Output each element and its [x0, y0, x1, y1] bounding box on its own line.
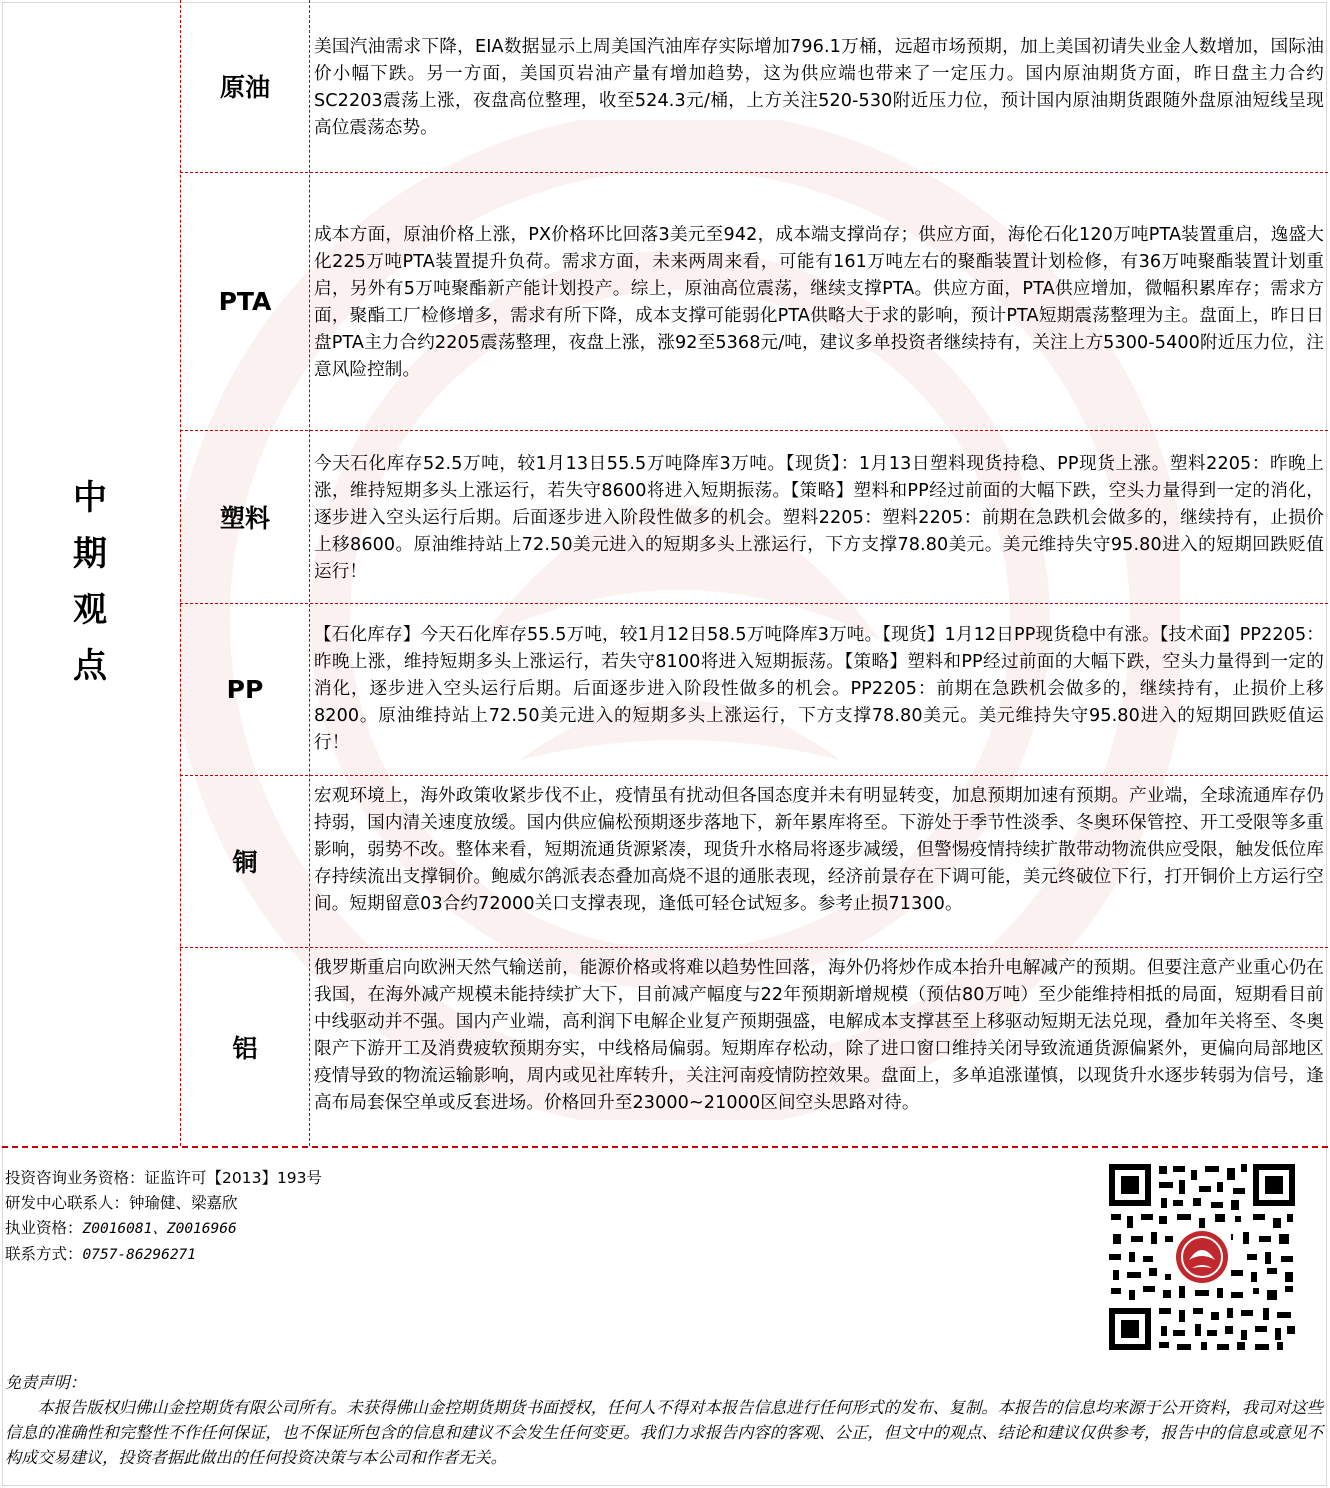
commentary-aluminum: 俄罗斯重启向欧洲天然气输送前，能源价格或将难以趋势性回落，海外仍将炒作成本抬升电解减产的预期。但要注意产业重心仍在我国，在海外减产规模未能持续扩大下，目前减产幅度与22年预期新增规模（预估80万吨）至少能维持相抵的局面，短期看目前中线驱动并不强。国内产业端，高利润下电解企业复产预期强盛，电解成本支撑甚至上移驱动短期无法兑现，叠加年关将至、冬奥限产下游开工及消费疲软预期夯实，中线格局偏弱。短期库存松动，除了进口窗口维持关闭导致流通货源偏紧外，更偏向局部地区疫情导致的物流运输影响，周内或见社库转升，关注河南疫情防控效果。盘面上，多单追涨谨慎，以现货升水逐步转弱为信号，逢高布局套保空单或反套进场。价格回升至23000~21000区间空头思路对待。 — [314, 958, 1324, 1113]
row-divider — [180, 172, 1328, 173]
category-copper: 铜 — [232, 848, 258, 877]
section-title-char: 观 — [73, 590, 107, 630]
commentary-copper: 宏观环境上，海外政策收紧步伐不止，疫情虽有扰动但各国态度并未有明显转变，加息预期加速有预期。产业端，全球流通库存仍持弱，国内清关速度放缓。国内供应偏松预期逐步落地下，新年累库将至。下游处于季节性淡季、冬奥环保管控、开工受限等多重影响，弱势不改。整体来看，短期流通货源紧凑，现货升水格局将逐步减缓，但警惕疫情持续扩散带动物流供应受限，触发低位库存持续流出支撑铜价。鲍威尔鸽派表态叠加高烧不退的通胀表现，经济前景存在下调可能，美元终破位下行，打开铜价上方运行空间。短期留意03合约72000关口支撑表现，逢低可轻仓试短多。参考止损71300。 — [314, 786, 1324, 914]
disclaimer-body: 本报告版权归佛山金控期货有限公司所有。未获得佛山金控期货期货书面授权，任何人不得对本报告信息进行任何形式的发布、复制。本报告的信息均来源于公开资料，我司对这些信息的准确性和完整性不作任何保证，也不保证所包含的信息和建议不会发生任何变更。我们力求报告内容的客观、公正，但文中的观点、结论和建议仅供参考，报告中的信息或意见不构成交易建议，投资者据此做出的任何投资决策与本公司和作者无关。 — [5, 1398, 1323, 1467]
commentary-pta: 成本方面，原油价格上涨，PX价格环比回落3美元至942，成本端支撑尚存；供应方面，海伦石化120万吨PTA装置重启，逸盛大化225万吨PTA装置提升负荷。需求方面，未来两周来看，可能有161万吨左右的聚酯装置计划检修，有36万吨聚酯装置计划重启，另外有5万吨聚酯新产能计划投产。综上，原油高位震荡，继续支撑PTA。供应方面，PTA供应增加，微幅积累库存；需求方面，聚酯工厂检修增多，需求有所下降，成本支撑可能弱化PTA供略大于求的影响，预计PTA短期震荡整理为主。盘面上，昨日日盘PTA主力合约2205震荡整理，夜盘上涨，涨92至5368元/吨，建议多单投资者继续持有，关注上方5300-5400附近压力位，注意风险控制。 — [314, 225, 1324, 380]
phone-line — [5, 1242, 322, 1268]
category-pta: PTA — [218, 286, 272, 316]
commentary-pp: 【石化库存】今天石化库存55.5万吨，较1月12日58.5万吨降库3万吨。【现货】1月12日PP现货稳中有涨。【技术面】PP2205：昨晚上涨，维持短期多头上涨运行，若失守8100将进入短期振荡。【策略】塑料和PP经过前面的大幅下跌，空头力量得到一定的消化，逐步进入空头运行后期。后面逐步进入阶段性做多的机会。PP2205：前期在急跌机会做多的，继续持有，止损价上移8200。原油维持站上72.50美元进入的短期多头上涨运行，下方支撑78.80美元。美元维持失守95.80进入的短期回跌贬值运行！ — [314, 625, 1324, 753]
disclaimer-title: 免责声明： — [5, 1373, 86, 1392]
row-divider — [180, 603, 1328, 604]
disclaimer — [5, 1370, 1323, 1470]
contacts-line: 研发中心联系人：钟瑜健、梁嘉欣 — [5, 1194, 238, 1212]
category-aluminum: 铝 — [232, 1033, 258, 1063]
contact-info — [5, 1166, 322, 1268]
qr-code — [1107, 1162, 1297, 1352]
license-value: Z0016081、Z0016966 — [82, 1221, 237, 1237]
qualification-line: 投资咨询业务资格：证监许可【2013】193号 — [5, 1169, 323, 1187]
commentary-crude-oil: 美国汽油需求下降，EIA数据显示上周美国汽油库存实际增加796.1万桶，远超市场预期，加上美国初请失业金人数增加，国际油价小幅下跌。另一方面，美国页岩油产量有增加趋势，这为供应端也带来了一定压力。国内原油期货方面，昨日盘主力合约SC2203震荡上涨，夜盘高位整理，收至524.3元/桶，上方关注520-530附近压力位，预计国内原油期货跟随外盘原油短线呈现高位震荡态势。 — [314, 37, 1324, 138]
row-divider — [180, 775, 1328, 776]
license-line — [5, 1216, 322, 1242]
commentary-plastic: 今天石化库存52.5万吨，较1月13日55.5万吨降库3万吨。【现货】：1月13日塑料现货持稳、PP现货上涨。塑料2205：昨晚上涨，维持短期多头上涨运行，若失守8600将进入短期振荡。【策略】塑料和PP经过前面的大幅下跌，空头力量得到一定的消化，逐步进入空头运行后期。后面逐步进入阶段性做多的机会。塑料2205：塑料2205：前期在急跌机会做多的，继续持有，止损价上移8600。原油维持站上72.50美元进入的短期多头上涨运行，下方支撑78.80美元。美元维持失守95.80进入的短期回跌贬值运行！ — [314, 454, 1324, 582]
phone-value: 0757-86296271 — [82, 1247, 197, 1263]
row-divider — [180, 947, 1328, 948]
section-title — [48, 470, 132, 694]
category-crude-oil: 原油 — [219, 73, 270, 102]
section-divider — [2, 1146, 1328, 1148]
row-divider — [180, 430, 1328, 431]
category-plastic: 塑料 — [219, 503, 270, 533]
license-label: 执业资格： — [5, 1219, 83, 1237]
section-title-char: 点 — [73, 646, 107, 686]
category-pp: PP — [226, 674, 264, 704]
phone-label: 联系方式： — [5, 1245, 83, 1263]
section-title-char: 中 — [73, 478, 107, 518]
section-title-char: 期 — [73, 534, 107, 574]
